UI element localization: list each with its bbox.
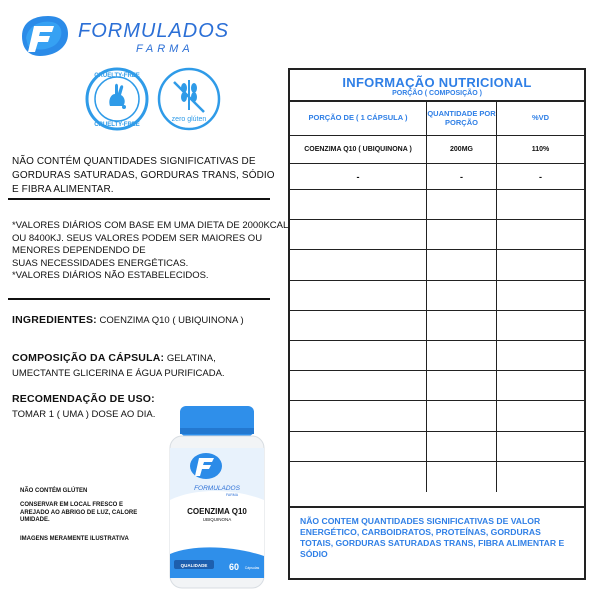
vd-note-line: MENORES DEPENDENDO DE [12,245,146,256]
header-vd: %VD [531,113,550,123]
cruelty-free-icon [84,66,150,132]
cell-nutrient: COENZIMA Q10 ( UBIQUINONA ) [290,136,427,163]
table-row [290,462,584,492]
vd-note-line: SUAS NECESSIDADES ENERGÉTICAS. [12,257,189,269]
table-header-row [290,102,584,136]
cell-amount: - [427,164,497,189]
capsule-composition [12,351,272,381]
cruelty-free-text: CRUELTY-FREE [94,73,140,79]
table-row [290,371,584,401]
usage-label: RECOMENDAÇÃO DE USO: [12,393,155,405]
nutrition-table [288,68,586,580]
table-row [290,220,584,250]
vd-note-line: OU 8400KJ. SEUS VALORES PODEM SER MAIORES OU [12,232,263,244]
table-row [290,281,584,311]
bottle-count: 60 [228,562,240,572]
header-quantity: QUANTIDADE POR PORÇÃO [427,102,497,135]
nutrition-table-subtitle: PORÇÃO ( COMPOSIÇÃO ) [392,90,482,97]
composition-label: COMPOSIÇÃO DA CÁPSULA: [12,352,165,364]
cruelty-free-text-bottom: CRUELTY-FREE [94,122,140,128]
table-row [290,341,584,371]
storage-note: CONSERVAR EM LOCAL FRESCO E AREJADO AO ABRIGO DE LUZ, CALORE UMIDADE. [20,502,138,523]
nutrition-table-footer: NÃO CONTEM QUANTIDADES SIGNIFICATIVAS DE VALOR ENERGÉTICO, CARBOIDRATOS, PROTEÍNAS, GORDURAS TOTAIS, GORDURAS SATURADAS TRANS, FIBRA ALIMENTAR E SÓDIO [290,506,584,578]
nutrition-notice: NÃO CONTÉM QUANTIDADES SIGNIFICATIVAS DE GORDURAS SATURADAS, GORDURAS TRANS, SÓDIO E FIBRA ALIMENTAR. [12,156,275,195]
bottle-product: COENZIMA Q10 [187,507,247,516]
header-portion: PORÇÃO DE ( 1 CÁPSULA ) [290,102,427,135]
bottle-badge: QUALIDADE [180,563,208,568]
cell-vd: - [539,171,542,182]
ingredients [12,313,244,328]
zero-gluten-icon [156,66,222,132]
bottle-product-sub: UBIQUINONA [202,517,232,522]
cell-amount: 200MG [427,136,497,163]
brand-sub: FARMA [136,43,194,55]
table-row [290,250,584,280]
bottle-brand: FORMULADOS [194,485,240,492]
ingredients-label: INGREDIENTES: [12,314,97,326]
vd-note-line: *VALORES DIÁRIOS COM BASE EM UMA DIETA DE 2000KCAL [12,220,289,231]
gluten-note: NÃO CONTÉM GLÚTEN [20,488,88,494]
vd-note-line: *VALORES DIÁRIOS NÃO ESTABELECIDOS. [12,270,209,281]
composition-value: GELATINA, UMECTANTE GLICERINA E ÁGUA PURIFICADA. [12,353,225,379]
table-row [290,311,584,341]
brand-logo [18,14,248,60]
ingredients-value: COENZIMA Q10 ( UBIQUINONA ) [99,315,244,326]
divider [8,298,270,300]
nutrition-table-header [290,70,584,102]
table-row [290,401,584,431]
image-disclaimer: IMAGENS MERAMENTE ILUSTRATIVA [20,536,129,542]
brand-name: FORMULADOS [78,20,230,42]
brand-logo-icon [18,14,70,58]
bottle-brand-sub: FARMA [225,493,239,497]
table-row [290,432,584,462]
cell-nutrient: - [290,164,427,189]
table-row [290,164,584,190]
cell-vd: 110% [531,146,550,153]
usage-value: TOMAR 1 ( UMA ) DOSE AO DIA. [12,409,156,420]
product-bottle [164,404,270,590]
divider [8,198,270,200]
bottle-count-label: Cápsulas [244,566,260,570]
table-row [290,190,584,220]
table-row [290,136,584,164]
nutrition-table-title: INFORMAÇÃO NUTRICIONAL [342,75,532,90]
daily-values-notes [12,220,289,283]
zero-gluten-text: zero glúten [171,116,207,123]
nutrition-grid [290,102,584,492]
